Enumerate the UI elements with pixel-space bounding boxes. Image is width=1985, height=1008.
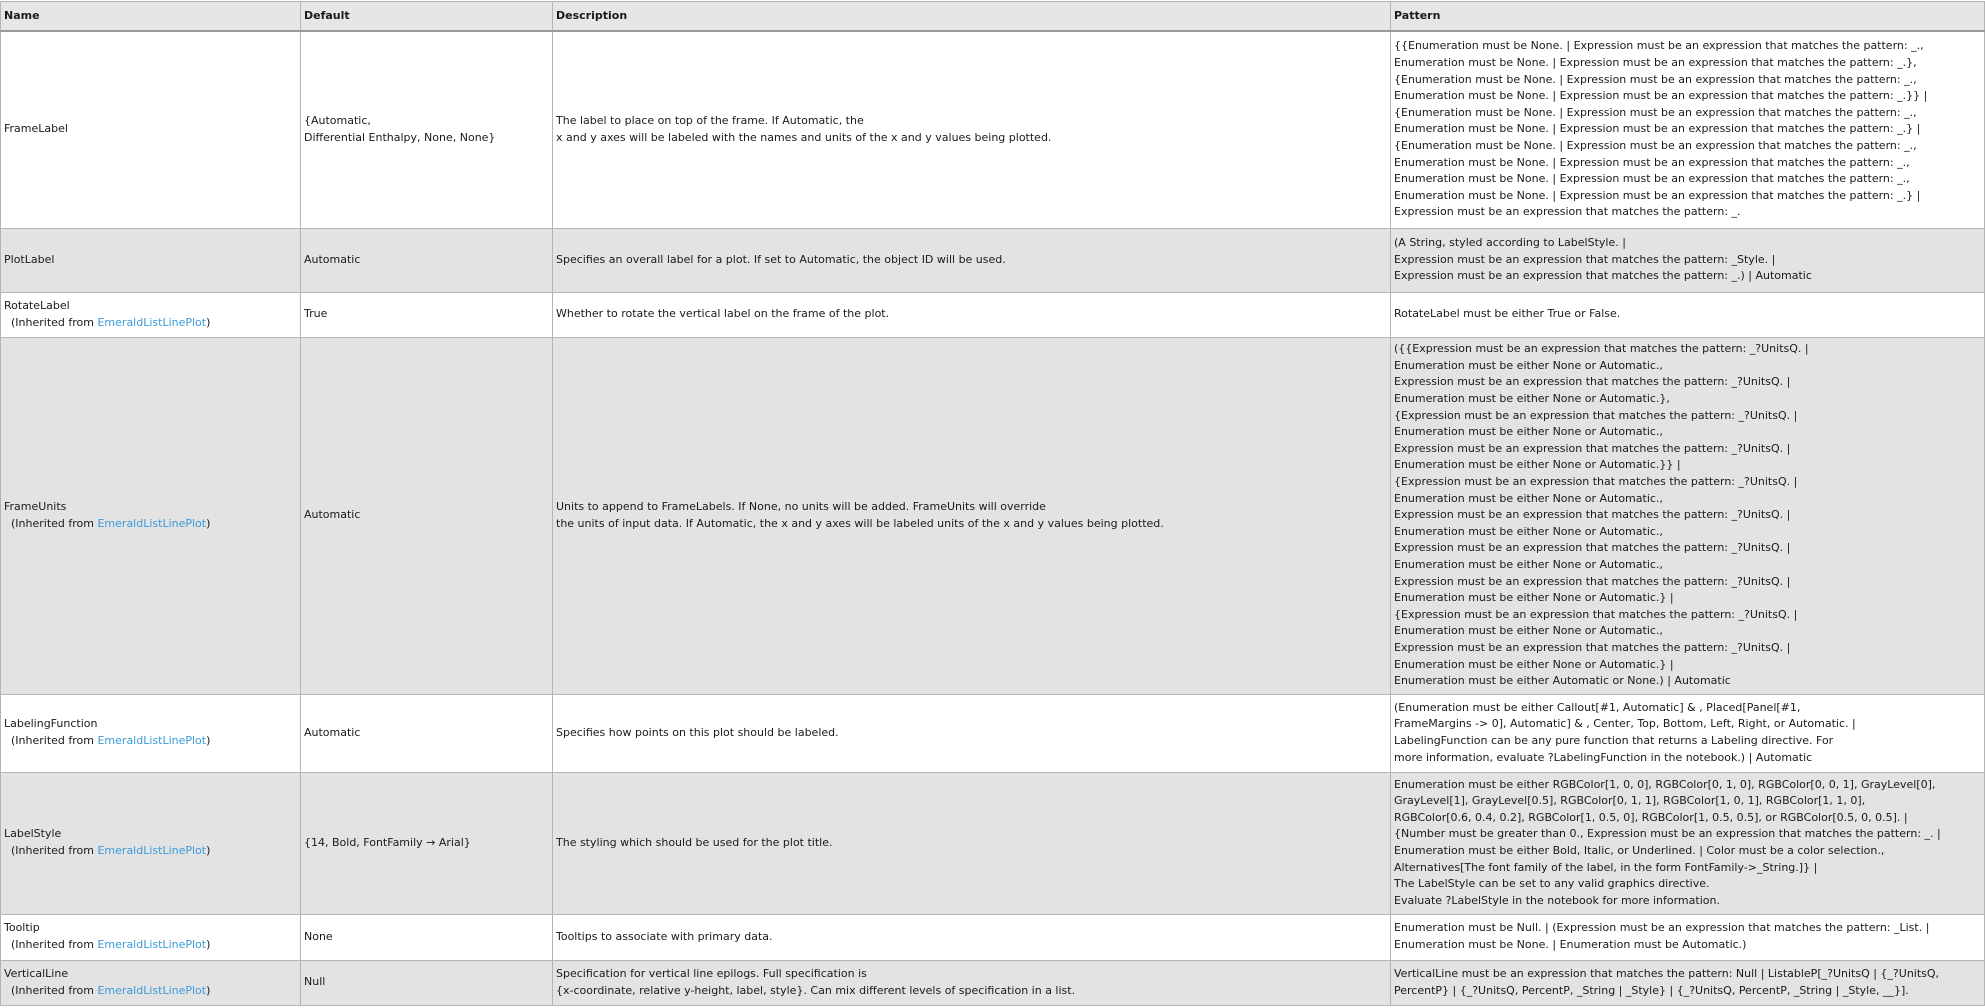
- default-line: Automatic: [304, 725, 361, 739]
- pattern-line: Expression must be an expression that matches the pattern: _?UnitsQ. |: [1394, 574, 1791, 588]
- pattern-line: Evaluate ?LabelStyle in the notebook for more information.: [1394, 893, 1720, 907]
- cell-pattern: [1391, 228, 1985, 292]
- inherited-from-link[interactable]: EmeraldListLinePlot: [97, 844, 207, 857]
- table-row: [1, 31, 1985, 228]
- cell-name: [1, 228, 301, 292]
- cell-name: [1, 772, 301, 914]
- pattern-line: Enumeration must be None. | Expression must be an expression that matches the pattern: _.} |: [1394, 188, 1921, 202]
- cell-description: [553, 337, 1391, 694]
- table-row: [1, 292, 1985, 337]
- cell-default: [301, 914, 553, 960]
- pattern-line: Alternatives[The font family of the label, in the form FontFamily->_String.]} |: [1394, 860, 1818, 874]
- cell-pattern: [1391, 292, 1985, 337]
- default-line: Null: [304, 975, 326, 989]
- default-line: Automatic: [304, 508, 361, 522]
- pattern-line: Enumeration must be either Automatic or None.) | Automatic: [1394, 674, 1731, 688]
- option-name: VerticalLine: [4, 966, 69, 980]
- table-row: [1, 694, 1985, 772]
- inherited-suffix: ): [206, 734, 211, 747]
- pattern-line: Enumeration must be either None or Automatic.,: [1394, 624, 1663, 638]
- pattern-line: Enumeration must be None. | Expression must be an expression that matches the pattern: _.},: [1394, 56, 1917, 70]
- pattern-line: Enumeration must be either None or Automatic.,: [1394, 524, 1663, 538]
- cell-pattern: [1391, 337, 1985, 694]
- table-row: [1, 772, 1985, 914]
- pattern-line: Expression must be an expression that matches the pattern: _?UnitsQ. |: [1394, 375, 1791, 389]
- default-line: None: [304, 929, 333, 943]
- table-row: [1, 960, 1985, 1005]
- inherited-note: [4, 983, 297, 1000]
- option-name: LabelStyle: [4, 827, 62, 841]
- inherited-from-link[interactable]: EmeraldListLinePlot: [97, 734, 207, 747]
- pattern-line: RotateLabel must be either True or False.: [1394, 307, 1621, 321]
- inherited-prefix: (Inherited from: [11, 315, 98, 329]
- pattern-line: Enumeration must be None. | Expression must be an expression that matches the pattern: _.} |: [1394, 122, 1921, 136]
- description-line: Tooltips to associate with primary data.: [556, 929, 773, 943]
- cell-pattern: [1391, 694, 1985, 772]
- pattern-line: Enumeration must be None. | Expression must be an expression that matches the pattern: _.,: [1394, 172, 1910, 186]
- inherited-note: [4, 315, 297, 332]
- pattern-line: VerticalLine must be an expression that matches the pattern: Null | ListableP[_?UnitsQ | {_?UnitsQ,: [1394, 966, 1940, 980]
- cell-default: [301, 960, 553, 1005]
- inherited-prefix: (Inherited from: [11, 734, 98, 747]
- inherited-suffix: ): [206, 983, 211, 997]
- header-description: Description: [553, 2, 1391, 32]
- pattern-line: Expression must be an expression that matches the pattern: _?UnitsQ. |: [1394, 640, 1791, 654]
- description-line: x and y axes will be labeled with the names and units of the x and y values being plotted.: [556, 130, 1052, 144]
- cell-pattern: [1391, 960, 1985, 1005]
- cell-description: [553, 292, 1391, 337]
- inherited-prefix: (Inherited from: [11, 983, 98, 997]
- options-table: [0, 1, 1985, 1006]
- inherited-suffix: ): [206, 938, 211, 951]
- inherited-from-link[interactable]: EmeraldListLinePlot: [97, 315, 207, 329]
- pattern-line: Expression must be an expression that matches the pattern: _?UnitsQ. |: [1394, 541, 1791, 555]
- pattern-line: Enumeration must be either None or Automatic.},: [1394, 392, 1670, 406]
- description-line: The styling which should be used for the plot title.: [556, 835, 833, 849]
- header-row: [1, 2, 1985, 32]
- pattern-line: PercentP} | {_?UnitsQ, PercentP, _String | _Style} | {_?UnitsQ, PercentP, _String | _Style, __}].: [1394, 983, 1909, 997]
- description-line: Units to append to FrameLabels. If None, no units will be added. FrameUnits will override: [556, 499, 1046, 513]
- pattern-line: {Expression must be an expression that matches the pattern: _?UnitsQ. |: [1394, 607, 1798, 621]
- cell-description: [553, 31, 1391, 228]
- cell-default: [301, 694, 553, 772]
- cell-default: [301, 228, 553, 292]
- default-line: Differential Enthalpy, None, None}: [304, 130, 496, 144]
- pattern-line: {{Enumeration must be None. | Expression must be an expression that matches the pattern: _.,: [1394, 39, 1924, 53]
- pattern-line: Enumeration must be either None or Automatic.,: [1394, 491, 1663, 505]
- cell-description: [553, 694, 1391, 772]
- default-line: Automatic: [304, 252, 361, 266]
- default-line: {Automatic,: [304, 114, 371, 128]
- header-name: Name: [1, 2, 301, 32]
- pattern-line: Enumeration must be None. | Expression must be an expression that matches the pattern: _.}} |: [1394, 89, 1928, 103]
- option-name: PlotLabel: [4, 252, 55, 266]
- pattern-line: RGBColor[0.6, 0.4, 0.2], RGBColor[1, 0.5, 0], RGBColor[1, 0.5, 0.5], or RGBColor[0.5, 0, 0.5]. |: [1394, 810, 1908, 824]
- pattern-line: Expression must be an expression that matches the pattern: _Style. |: [1394, 252, 1776, 266]
- pattern-line: The LabelStyle can be set to any valid graphics directive.: [1394, 877, 1710, 891]
- pattern-line: Enumeration must be either None or Automatic.}} |: [1394, 458, 1681, 472]
- inherited-from-link[interactable]: EmeraldListLinePlot: [97, 516, 207, 530]
- cell-description: [553, 772, 1391, 914]
- description-line: Specifies how points on this plot should be labeled.: [556, 725, 839, 739]
- inherited-suffix: ): [206, 516, 211, 530]
- option-name: FrameUnits: [4, 499, 67, 513]
- inherited-note: [4, 516, 297, 533]
- inherited-from-link[interactable]: EmeraldListLinePlot: [97, 983, 207, 997]
- pattern-line: GrayLevel[1], GrayLevel[0.5], RGBColor[0, 1, 1], RGBColor[1, 0, 1], RGBColor[1, 1, 0],: [1394, 794, 1866, 808]
- pattern-line: Expression must be an expression that matches the pattern: _?UnitsQ. |: [1394, 508, 1791, 522]
- pattern-line: ({{Expression must be an expression that matches the pattern: _?UnitsQ. |: [1394, 342, 1809, 356]
- pattern-line: (Enumeration must be either Callout[#1, Automatic] & , Placed[Panel[#1,: [1394, 700, 1801, 714]
- cell-pattern: [1391, 772, 1985, 914]
- pattern-line: Enumeration must be either RGBColor[1, 0, 0], RGBColor[0, 1, 0], RGBColor[0, 0, 1], GrayLevel[0],: [1394, 777, 1936, 791]
- pattern-line: Enumeration must be Null. | (Expression must be an expression that matches the pattern: _List. |: [1394, 921, 1930, 935]
- description-line: Specification for vertical line epilogs. Full specification is: [556, 966, 867, 980]
- pattern-line: {Enumeration must be None. | Expression must be an expression that matches the pattern: _.,: [1394, 72, 1917, 86]
- pattern-line: {Expression must be an expression that matches the pattern: _?UnitsQ. |: [1394, 408, 1798, 422]
- description-line: Whether to rotate the vertical label on the frame of the plot.: [556, 307, 890, 321]
- inherited-suffix: ): [206, 844, 211, 857]
- pattern-line: Enumeration must be None. | Enumeration must be Automatic.): [1394, 938, 1747, 951]
- cell-name: [1, 960, 301, 1005]
- option-name: LabelingFunction: [4, 717, 98, 731]
- cell-name: [1, 31, 301, 228]
- inherited-suffix: ): [206, 315, 211, 329]
- inherited-prefix: (Inherited from: [11, 938, 98, 951]
- pattern-line: {Number must be greater than 0., Expression must be an expression that matches the pattern: _. |: [1394, 827, 1941, 841]
- pattern-line: Enumeration must be either None or Automatic.,: [1394, 358, 1663, 372]
- pattern-line: FrameMargins -> 0], Automatic] & , Center, Top, Bottom, Left, Right, or Automatic. |: [1394, 717, 1856, 731]
- description-line: {x-coordinate, relative y-height, label, style}. Can mix different levels of specification in a list.: [556, 983, 1076, 997]
- cell-name: [1, 337, 301, 694]
- cell-pattern: [1391, 914, 1985, 960]
- cell-default: [301, 31, 553, 228]
- inherited-note: [4, 843, 297, 860]
- option-name: RotateLabel: [4, 298, 70, 312]
- pattern-line: (A String, styled according to LabelStyle. |: [1394, 236, 1626, 250]
- default-line: {14, Bold, FontFamily → Arial}: [304, 835, 471, 849]
- cell-name: [1, 694, 301, 772]
- pattern-line: Enumeration must be either None or Automatic.,: [1394, 557, 1663, 571]
- pattern-line: Enumeration must be None. | Expression must be an expression that matches the pattern: _.,: [1394, 155, 1910, 169]
- cell-description: [553, 228, 1391, 292]
- cell-default: [301, 772, 553, 914]
- description-line: Specifies an overall label for a plot. If set to Automatic, the object ID will be used.: [556, 252, 1006, 266]
- pattern-line: more information, evaluate ?LabelingFunction in the notebook.) | Automatic: [1394, 750, 1813, 764]
- pattern-line: Expression must be an expression that matches the pattern: _.: [1394, 205, 1741, 219]
- default-line: True: [304, 307, 328, 321]
- cell-name: [1, 914, 301, 960]
- inherited-prefix: (Inherited from: [11, 516, 98, 530]
- table-row: [1, 337, 1985, 694]
- pattern-line: Expression must be an expression that matches the pattern: _.) | Automatic: [1394, 269, 1812, 283]
- description-line: the units of input data. If Automatic, the x and y axes will be labeled units of the x and y values being plotted.: [556, 516, 1164, 530]
- description-line: The label to place on top of the frame. If Automatic, the: [556, 114, 864, 128]
- pattern-line: Enumeration must be either Bold, Italic, or Underlined. | Color must be a color selection.,: [1394, 844, 1885, 857]
- table-row: [1, 228, 1985, 292]
- option-name: FrameLabel: [4, 122, 68, 136]
- cell-name: [1, 292, 301, 337]
- inherited-note: [4, 937, 297, 954]
- pattern-line: {Enumeration must be None. | Expression must be an expression that matches the pattern: _.,: [1394, 139, 1917, 153]
- cell-description: [553, 960, 1391, 1005]
- cell-default: [301, 337, 553, 694]
- inherited-from-link[interactable]: EmeraldListLinePlot: [97, 938, 207, 951]
- table-body: [1, 31, 1985, 1005]
- cell-default: [301, 292, 553, 337]
- table-row: [1, 914, 1985, 960]
- cell-pattern: [1391, 31, 1985, 228]
- header-default: Default: [301, 2, 553, 32]
- header-pattern: Pattern: [1391, 2, 1985, 32]
- pattern-line: {Enumeration must be None. | Expression must be an expression that matches the pattern: _.,: [1394, 105, 1917, 119]
- cell-description: [553, 914, 1391, 960]
- pattern-line: Enumeration must be either None or Automatic.} |: [1394, 657, 1674, 671]
- pattern-line: Enumeration must be either None or Automatic.} |: [1394, 591, 1674, 605]
- pattern-line: {Expression must be an expression that matches the pattern: _?UnitsQ. |: [1394, 475, 1798, 489]
- pattern-line: Expression must be an expression that matches the pattern: _?UnitsQ. |: [1394, 441, 1791, 455]
- pattern-line: LabelingFunction can be any pure function that returns a Labeling directive. For: [1394, 734, 1834, 747]
- pattern-line: Enumeration must be either None or Automatic.,: [1394, 425, 1663, 439]
- inherited-note: [4, 733, 297, 750]
- option-name: Tooltip: [4, 921, 40, 935]
- inherited-prefix: (Inherited from: [11, 844, 98, 857]
